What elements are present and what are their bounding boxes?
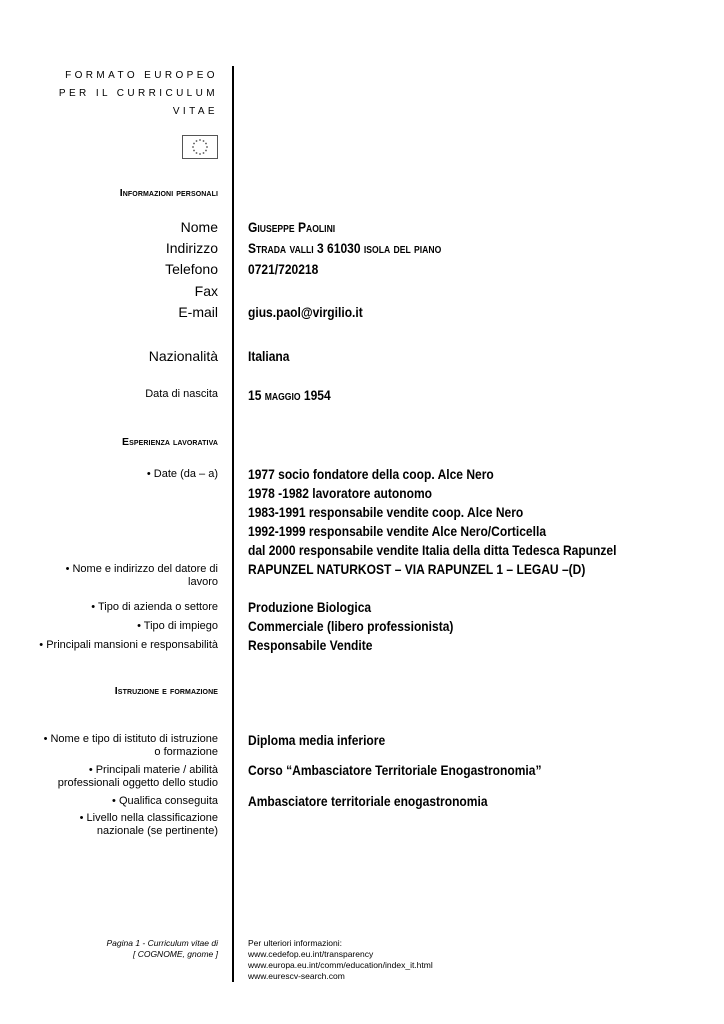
birth-value: 15 maggio 1954	[248, 387, 331, 403]
email-value: gius.paol@virgilio.it	[248, 304, 363, 320]
employer-label: • Nome e indirizzo del datore di lavoro	[65, 563, 218, 588]
vertical-divider	[232, 66, 234, 982]
dates-line: 1977 socio fondatore della coop. Alce Nero	[248, 466, 494, 482]
qualification-value: Ambasciatore territoriale enogastronomia	[248, 793, 488, 809]
qualification-label: • Qualifica conseguita	[112, 795, 218, 807]
dates-line: 1992-1999 responsabile vendite Alce Nero/Corticella	[248, 523, 547, 539]
footer-link[interactable]: www.cedefop.eu.int/transparency	[248, 949, 374, 959]
school-label: • Nome e tipo di istituto di istruzione o formazione	[43, 733, 218, 758]
dates-line: 1978 -1982 lavoratore autonomo	[248, 485, 433, 501]
document-title-line2: PER IL CURRICULUM	[58, 88, 218, 99]
subjects-label: • Principali materie / abilità professionali oggetto dello studio	[57, 764, 218, 789]
nationality-label: Nazionalità	[148, 348, 218, 364]
footer-link[interactable]: www.europa.eu.int/comm/education/index_it.html	[248, 960, 433, 970]
document-title-line1: FORMATO EUROPEO	[65, 70, 218, 81]
name-value: Giuseppe Paolini	[248, 219, 336, 235]
section-heading-personal: Informazioni personali	[119, 187, 218, 199]
level-label: • Livello nella classificazione nazionale (se pertinente)	[79, 812, 218, 837]
company-type-label: • Tipo di azienda o settore	[91, 601, 218, 613]
fax-label: Fax	[194, 283, 218, 299]
company-type-value: Produzione Biologica	[248, 599, 372, 615]
subjects-value: Corso “Ambasciatore Territoriale Enogastronomia”	[248, 762, 542, 778]
section-heading-education: Istruzione e formazione	[114, 685, 218, 697]
footer-page-info: Pagina 1 - Curriculum vitae di [ COGNOME, gnome ]	[106, 938, 218, 959]
duties-value: Responsabile Vendite	[248, 637, 373, 653]
nationality-value: Italiana	[248, 348, 290, 364]
job-type-value: Commerciale (libero professionista)	[248, 618, 454, 634]
address-label: Indirizzo	[165, 240, 218, 256]
phone-value: 0721/720218	[248, 261, 319, 277]
address-value: Strada valli 3 61030 isola del piano	[248, 240, 442, 256]
email-label: E-mail	[178, 304, 218, 320]
footer-more-info: Per ulteriori informazioni: www.cedefop.eu.int/transparency www.europa.eu.int/comm/education/index_it.html www.eurescv-search.com	[248, 938, 433, 981]
employer-value: RAPUNZEL NATURKOST – VIA RAPUNZEL 1 – LEGAU –(D)	[248, 561, 586, 577]
name-label: Nome	[180, 219, 218, 235]
school-value: Diploma media inferiore	[248, 732, 386, 748]
dates-line: 1983-1991 responsabile vendite coop. Alce Nero	[248, 504, 524, 520]
birth-label: Data di nascita	[145, 388, 218, 400]
dates-label: • Date (da – a)	[146, 468, 218, 480]
phone-label: Telefono	[165, 261, 218, 277]
job-type-label: • Tipo di impiego	[137, 620, 218, 632]
duties-label: • Principali mansioni e responsabilità	[39, 639, 218, 651]
document-title-line3: VITAE	[172, 106, 218, 117]
footer-link[interactable]: www.eurescv-search.com	[248, 971, 345, 981]
dates-line: dal 2000 responsabile vendite Italia della ditta Tedesca Rapunzel	[248, 542, 617, 558]
eu-flag-icon	[182, 135, 218, 159]
section-heading-work: Esperienza lavorativa	[121, 436, 218, 448]
